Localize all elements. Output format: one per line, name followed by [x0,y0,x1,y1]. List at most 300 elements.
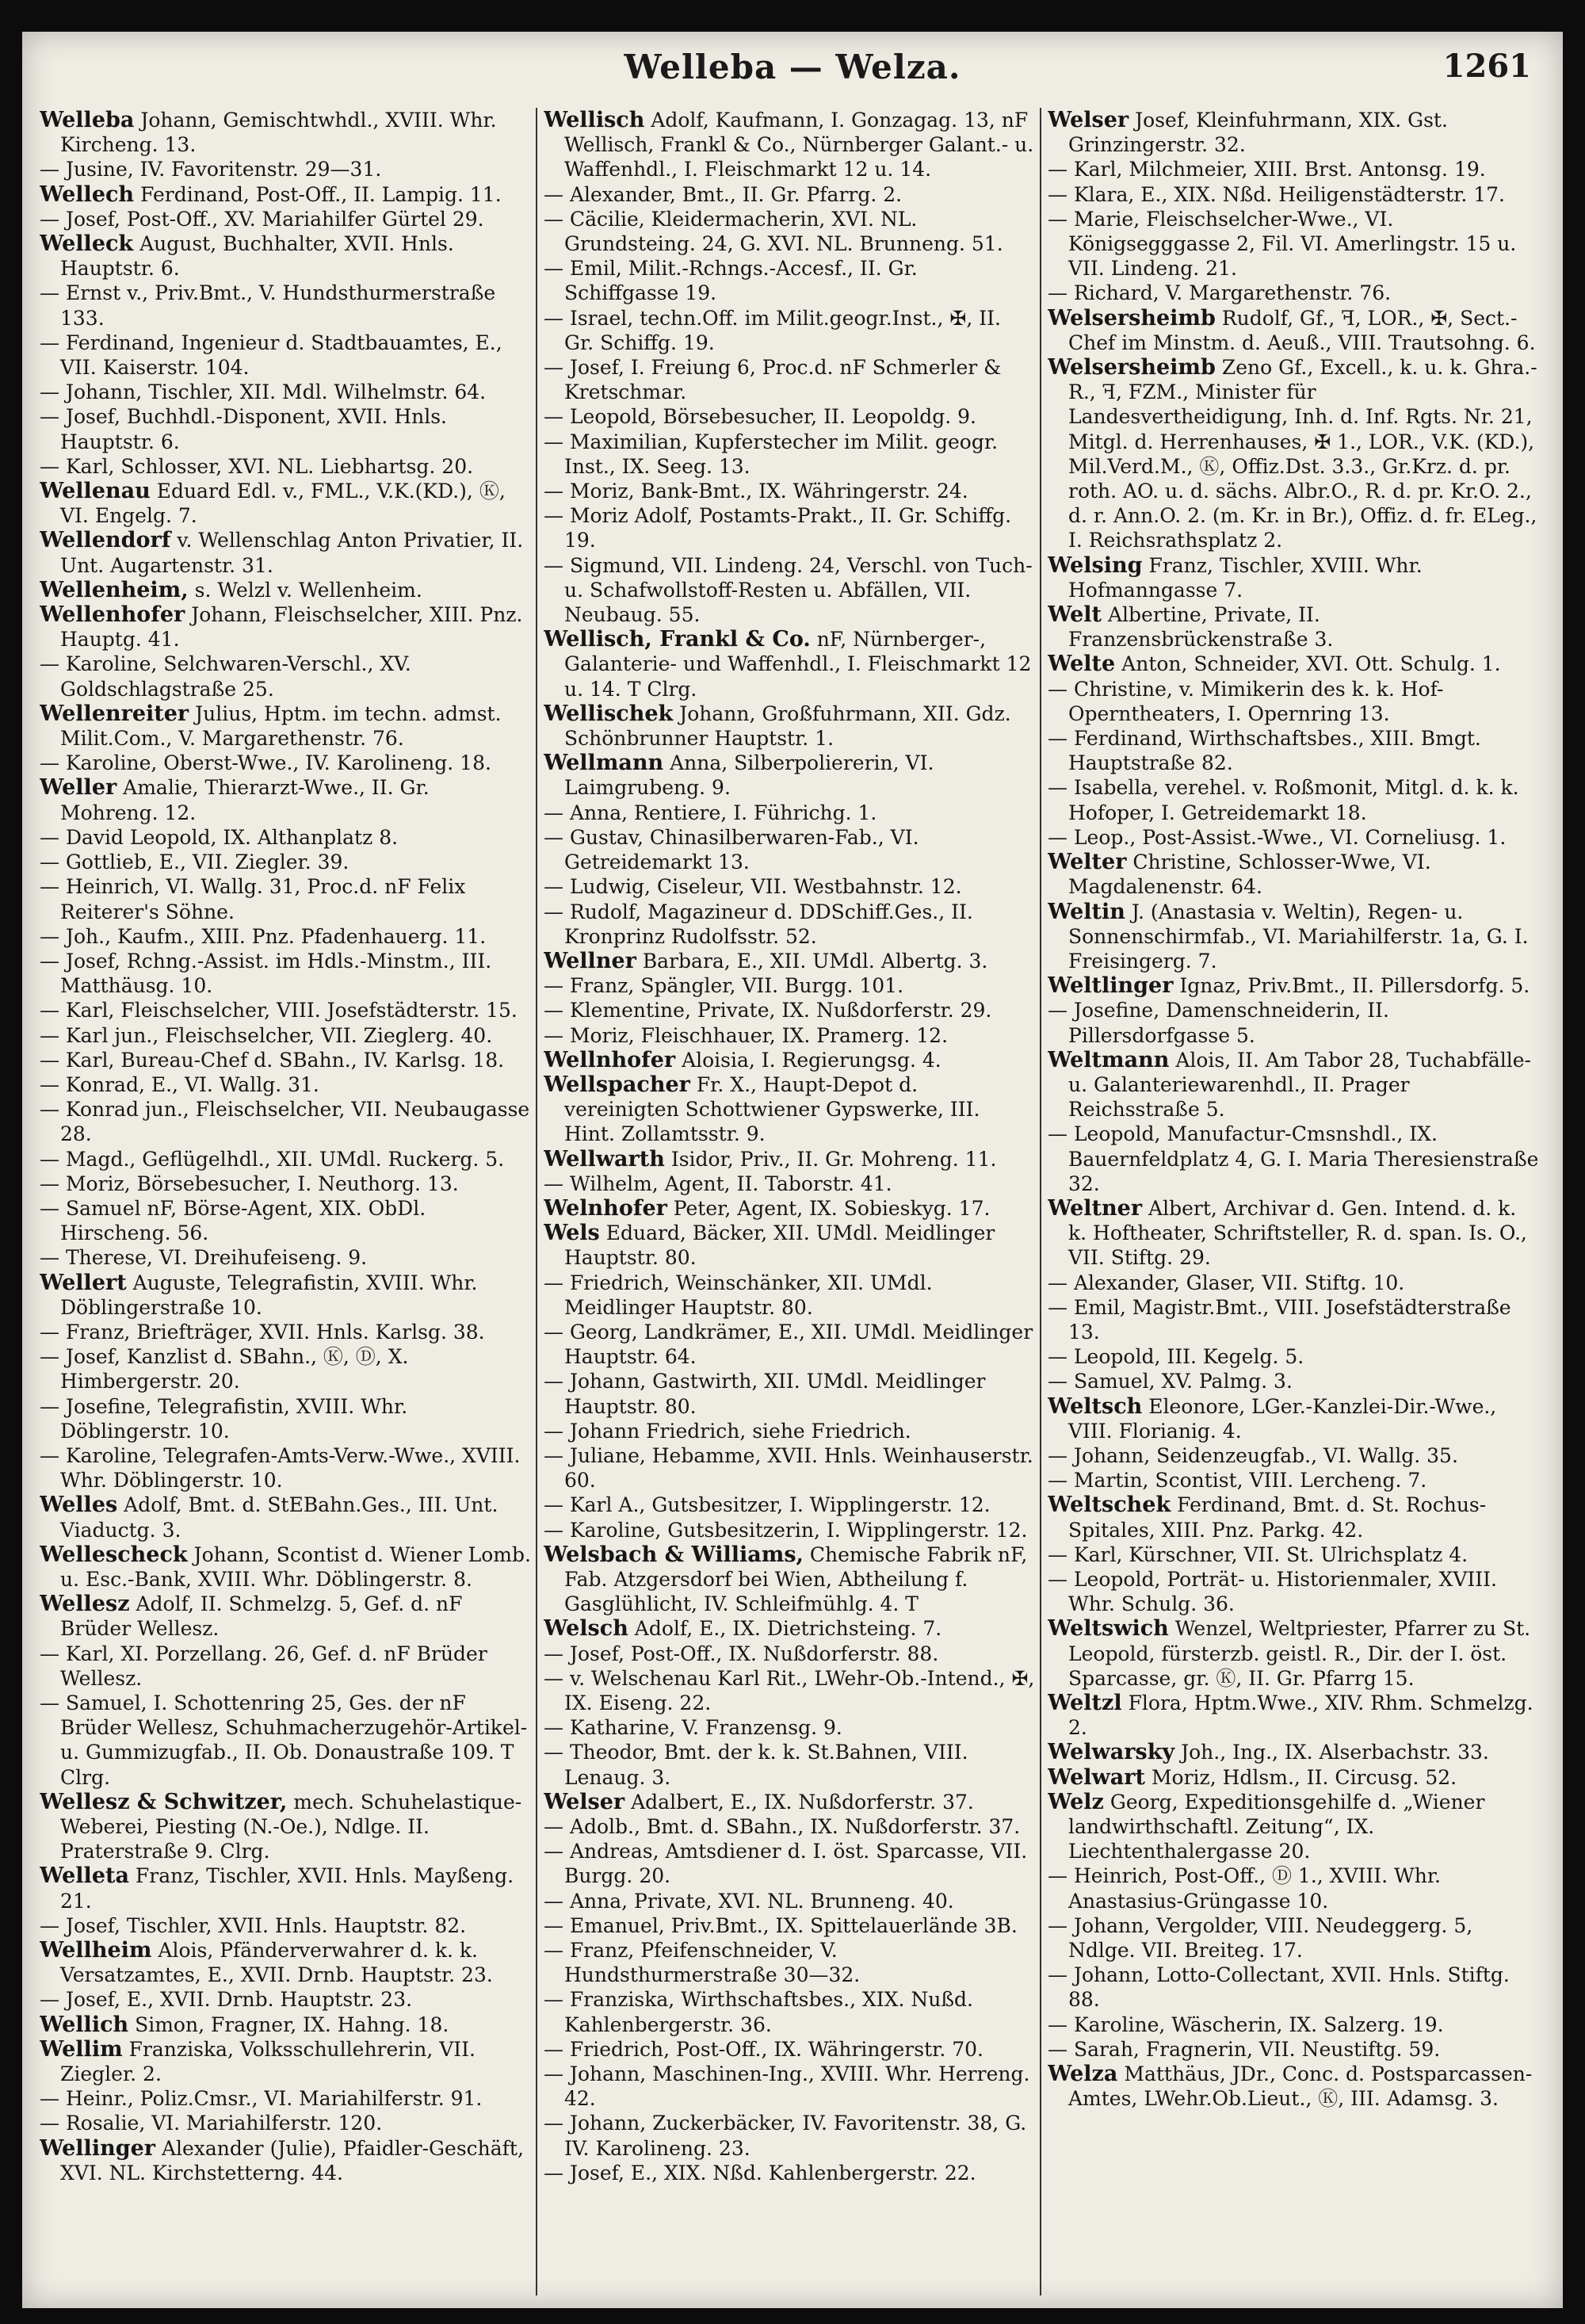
entry-details: Adolf, II. Schmelzg. 5, Gef. d. nF Brüder Wellesz. [60,1592,463,1641]
entry-details: — Franz, Pfeifenschneider, V. Hundsthurmerstraße 30—32. [544,1939,861,1987]
directory-entry [544,1196,1035,1221]
entry-details: — Heinr., Poliz.Cmsr., VI. Mariahilferstr. 91. [40,2087,483,2111]
directory-entry [40,1790,531,1864]
directory-entry [40,1938,531,1987]
entry-details: Peter, Agent, IX. Sobieskyg. 17. [673,1196,991,1220]
directory-entry [544,1443,1035,1493]
entry-details: — Martin, Scontist, VIII. Lercheng. 7. [1048,1469,1427,1493]
directory-entry [40,1642,531,1691]
entry-details: — Andreas, Amtsdiener d. I. öst. Sparcasse, VII. Burgg. 20. [544,1840,1028,1888]
entry-details: — Johann, Maschinen-Ing., XVIII. Whr. Herreng. 42. [544,2062,1030,2111]
entry-details: — Karoline, Selchwaren-Verschl., XV. Goldschlagstraße 25. [40,652,411,701]
entry-details: — Johann, Tischler, XII. Mdl. Wilhelmstr. 64. [40,380,487,404]
directory-entry [40,404,531,453]
entry-surname: Welleta [40,1863,129,1889]
entry-details: — Josef, Buchhdl.-Disponent, XVII. Hnls. Hauptstr. 6. [40,405,448,453]
running-title: Welleba — Welza. [624,48,961,86]
entry-details: — Alexander, Bmt., II. Gr. Pfarrg. 2. [544,182,903,206]
directory-entry [544,801,1035,825]
entry-details: — Friedrich, Post-Off., IX. Währingerstr. 70. [544,2037,983,2061]
entry-details: Auguste, Telegrafistin, XVIII. Whr. Döblingerstraße 10. [60,1271,478,1319]
directory-entry [40,825,531,850]
directory-entry [40,874,531,923]
entry-surname: Welsbach & Williams, [544,1542,804,1567]
entry-details: Adolf, Kaufmann, I. Gonzagag. 13, nF Wellisch, Frankl & Co., Nürnberger Galant.- u. Waffenhdl., I. Fleischmarkt 12 u. 14. [564,109,1034,182]
entry-surname: Wellert [40,1270,127,1295]
directory-entry [40,924,531,949]
directory-entry [40,1691,531,1790]
directory-entry [1048,281,1539,305]
entry-details: — Franz, Spängler, VII. Burgg. 101. [544,974,904,998]
directory-entry [40,1344,531,1393]
directory-entry [1048,2037,1539,2062]
directory-entry [40,1048,531,1072]
entry-details: — Johann, Gastwirth, XII. UMdl. Meidlinger Hauptstr. 80. [544,1370,986,1418]
entry-details: — Josef, I. Freiung 6, Proc.d. nF Schmerler & Kretschmar. [544,356,1002,404]
entry-details: August, Buchhalter, XVII. Hnls. Hauptstr. 6. [60,232,454,281]
entry-surname: Weltsch [1048,1393,1143,1419]
directory-entry [544,430,1035,479]
entry-details: — Johann, Zuckerbäcker, IV. Favoritenstr. 38, G. IV. Karolineng. 23. [544,2112,1027,2160]
entry-details: Isidor, Priv., II. Gr. Mohreng. 11. [670,1147,997,1171]
directory-entry [1048,1567,1539,1616]
entry-details: — Konrad, E., VI. Wallg. 31. [40,1072,319,1096]
entry-surname: Wellisch, Frankl & Co. [544,627,811,652]
directory-entry [40,380,531,404]
entry-surname: Welsch [544,1616,628,1642]
entry-details: — Juliane, Hebamme, XVII. Hnls. Weinhauserstr. 60. [544,1443,1033,1493]
entry-details: Wenzel, Weltpriester, Pfarrer zu St. Leopold, fürsterzb. geistl. R., Dir. der I. öst. Sparcasse, gr. Ⓚ, II. Gr. Pfarrg 15. [1068,1617,1531,1690]
directory-entry [544,1147,1035,1172]
directory-entry [544,973,1035,998]
entry-details: — Karl, Milchmeier, XIII. Brst. Antonsg. 19. [1048,158,1486,182]
entry-details: Alois, Pfänderverwahrer d. k. k. Versatzamtes, E., XVII. Drnb. Hauptstr. 23. [60,1939,493,1987]
directory-entry [544,1666,1035,1715]
directory-entry [544,874,1035,899]
directory-entry [1048,306,1539,355]
directory-page [22,32,1563,2308]
directory-entry [40,182,531,207]
directory-entry [1048,1122,1539,1196]
entry-details: — Heinrich, Post-Off., Ⓓ 1., XVIII. Whr. Anastasius-Grüngasse 10. [1048,1864,1441,1913]
entry-details: Franziska, Volksschullehrerin, VII. Ziegler. 2. [60,2037,476,2086]
directory-entry [544,627,1035,701]
directory-entry [1048,1863,1539,1913]
directory-entry [544,479,1035,503]
directory-entry [544,701,1035,751]
directory-entry [544,1913,1035,1938]
entry-details: — Samuel, XV. Palmg. 3. [1048,1370,1293,1393]
directory-entry [544,207,1035,256]
directory-entry [40,2136,531,2185]
entry-details: — Anna, Rentiere, I. Führichg. 1. [544,801,877,824]
directory-entry [544,1172,1035,1196]
directory-entry [40,528,531,577]
entry-surname: Wellenheim, [40,577,189,602]
directory-entry [1048,825,1539,850]
directory-entry [1048,677,1539,726]
directory-entry [40,998,531,1022]
directory-entry [40,578,531,602]
entry-details: — Magd., Geflügelhdl., XII. UMdl. Ruckerg. 5. [40,1147,505,1171]
entry-details: Joh., Ing., IX. Alserbachstr. 33. [1181,1741,1489,1764]
directory-entry [40,1245,531,1270]
entry-surname: Weltschek [1048,1493,1171,1518]
entry-details: — Emil, Milit.-Rchngs.-Accesf., II. Gr. Schiffgasse 19. [544,257,918,305]
entry-details: Amalie, Thierarzt-Wwe., II. Gr. Mohreng. 12. [60,776,430,824]
directory-entry [1048,1468,1539,1493]
directory-entry [40,479,531,528]
directory-entry [544,1740,1035,1789]
entry-details: — Wilhelm, Agent, II. Taborstr. 41. [544,1172,892,1195]
directory-entry [1048,355,1539,553]
entry-details: — Josefine, Damenschneiderin, II. Pillersdorfgasse 5. [1048,999,1389,1047]
directory-entry [544,900,1035,949]
entry-details: — Leop., Post-Assist.-Wwe., VI. Corneliusg. 1. [1048,825,1507,849]
directory-entry [1048,1344,1539,1369]
directory-entry [544,1889,1035,1913]
directory-entry [1048,602,1539,652]
entry-details: — Karl, XI. Porzellang. 26, Gef. d. nF Brüder Wellesz. [40,1642,487,1690]
entry-surname: Welser [544,1789,625,1814]
directory-entry [1048,1616,1539,1691]
directory-entry [1048,973,1539,998]
directory-entry [40,1493,531,1542]
entry-details: Johann, Großfuhrmann, XII. Gdz. Schönbrunner Hauptstr. 1. [564,701,1011,751]
directory-entry [40,1023,531,1048]
entry-details: — Ludwig, Ciseleur, VII. Westbahnstr. 12. [544,875,962,899]
entry-details: Adalbert, E., IX. Nußdorferstr. 37. [631,1790,974,1814]
entry-details: — David Leopold, IX. Althanplatz 8. [40,825,399,849]
directory-entry [544,1493,1035,1517]
entry-details: — Josef, Tischler, XVII. Hnls. Hauptstr. 82. [40,1913,467,1937]
entry-details: Flora, Hptm.Wwe., XIV. Rhm. Schmelzg. 2. [1068,1691,1533,1740]
directory-entry [40,207,531,231]
entry-surname: Welleba [40,108,135,132]
entry-details: Christine, Schlosser-Wwe, VI. Magdalenenstr. 64. [1068,850,1431,899]
directory-entry [1048,1295,1539,1344]
entry-details: — Samuel nF, Börse-Agent, XIX. ObDl. Hirscheng. 56. [40,1196,426,1245]
directory-entry [544,182,1035,207]
entry-details: Johann, Scontist d. Wiener Lomb. u. Esc.-Bank, XVIII. Whr. Döblingerstr. 8. [60,1542,531,1591]
entry-details: s. Welzl v. Wellenheim. [194,578,422,602]
directory-entry [544,1790,1035,1814]
entry-details: — Sigmund, VII. Lindeng. 24, Verschl. von Tuch- u. Schafwollstoff-Resten u. Abfällen, VII. Neubaug. 55. [544,553,1033,627]
entry-details: Johann, Fleischselcher, XIII. Pnz. Hauptg. 41. [60,603,523,652]
directory-entry [544,1369,1035,1418]
entry-surname: Wellim [40,2036,123,2062]
entry-surname: Weller [40,775,117,801]
directory-entry [544,1616,1035,1641]
entry-surname: Welwart [1048,1764,1145,1790]
entry-details: — Joh., Kaufm., XIII. Pnz. Pfadenhauerg. 11. [40,924,487,948]
directory-entry [40,1147,531,1172]
entry-details: — Karl jun., Fleischselcher, VII. Zieglerg. 40. [40,1023,493,1047]
entry-details: Zeno Gf., Excell., k. u. k. Ghra.-R., ꟻ, FZM., Minister für Landesvertheidigung, Inh. d. Inf. Rgts. Nr. 21, Mitgl. d. Herrenhauses, ✠ 1., LOR., V.K. (KD.), Mil.Verd.M., Ⓚ, Offiz.Dst. 3.3., Gr.Krz. d. pr. roth. AO. u. d. sächs. Albr.O., R. d. pr. Kr.O. 2., d. r. Ann.O. 2. (m. Kr. in Br.), Offiz. d. fr. ELeg., I. Reichsrathsplatz 2. [1068,356,1537,552]
entry-details: Eduard, Bäcker, XII. UMdl. Meidlinger Hauptstr. 80. [564,1221,995,1270]
entry-details: Anton, Schneider, XVI. Ott. Schulg. 1. [1121,652,1501,676]
entry-details: — Moriz, Fleischhauer, IX. Pramerg. 12. [544,1023,949,1047]
directory-entry [40,1394,531,1443]
entry-details: — Leopold, Manufactur-Cmsnshdl., IX. Bauernfeldplatz 4, G. I. Maria Theresienstraße 32. [1048,1122,1539,1195]
entry-details: — Klementine, Private, IX. Nußdorferstr. 29. [544,999,992,1022]
directory-entry [40,1443,531,1493]
directory-entry [40,1271,531,1320]
directory-entry [544,1814,1035,1839]
entry-details: Ignaz, Priv.Bmt., II. Pillersdorfg. 5. [1179,974,1530,998]
entry-surname: Wellesz & Schwitzer, [40,1789,288,1814]
directory-entry [1048,652,1539,676]
column-rule [536,108,537,2295]
entry-details: Albertine, Private, II. Franzensbrückenstraße 3. [1068,603,1334,652]
directory-entry [40,2012,531,2037]
entry-surname: Welsersheimb [1048,355,1216,380]
entry-details: — Johann, Seidenzeugfab., VI. Wallg. 35. [1048,1443,1458,1467]
entry-details: — v. Welschenau Karl Rit., LWehr-Ob.-Intend., ✠, IX. Eiseng. 22. [544,1666,1035,1714]
entry-details: mech. Schuhelastique-Weberei, Piesting (N.-Oe.), Ndlge. II. Praterstraße 9. Clrg. [60,1790,522,1863]
entry-details: — Karl, Kürschner, VII. St. Ulrichsplatz 4. [1048,1542,1469,1566]
entry-details: — Marie, Fleischselcher-Wwe., VI. Königsegggasse 2, Fil. VI. Amerlingstr. 15 u. VII. Lindeng. 21. [1048,207,1517,281]
directory-entry [544,404,1035,429]
entry-details: — Karl A., Gutsbesitzer, I. Wipplingerstr. 12. [544,1493,991,1517]
entry-details: nF, Nürnberger-, Galanterie- und Waffenhdl., I. Fleischmarkt 12 u. 14. T Clrg. [564,628,1032,701]
directory-entry [40,281,531,330]
entry-details: Ferdinand, Bmt. d. St. Rochus-Spitales, XIII. Pnz. Parkg. 42. [1068,1493,1487,1542]
directory-entry [544,553,1035,628]
directory-entry [544,355,1035,404]
entry-details: — Alexander, Glaser, VII. Stiftg. 10. [1048,1271,1405,1294]
directory-entry [544,503,1035,552]
entry-details: — Josef, Post-Off., IX. Nußdorferstr. 88. [544,1642,939,1665]
directory-entry [544,751,1035,800]
entry-details: — Heinrich, VI. Wallg. 31, Proc.d. nF Felix Reiterer's Söhne. [40,875,466,923]
entry-details: — Katharine, V. Franzensg. 9. [544,1716,842,1740]
entry-surname: Wellenreiter [40,701,189,726]
entry-surname: Weltlinger [1048,973,1174,999]
entry-details: Adolf, Bmt. d. StEBahn.Ges., III. Unt. Viaductg. 3. [60,1493,498,1542]
entry-details: Albert, Archivar d. Gen. Intend. d. k. k. Hoftheater, Schriftsteller, R. d. span. Is. O., VII. Stiftg. 29. [1068,1196,1527,1270]
entry-surname: Wellenhofer [40,602,185,628]
entry-details: — Emil, Magistr.Bmt., VIII. Josefstädterstraße 13. [1048,1295,1511,1344]
directory-entry [544,1271,1035,1320]
entry-details: — Karoline, Wäscherin, IX. Salzerg. 19. [1048,2012,1444,2036]
entry-surname: Welser [1048,108,1129,132]
directory-entry [1048,2012,1539,2037]
entry-details: — Josef, Kanzlist d. SBahn., Ⓚ, Ⓓ, X. Himbergerstr. 20. [40,1345,409,1393]
directory-entry [40,652,531,701]
directory-entry [1048,775,1539,824]
entry-details: — Konrad jun., Fleischselcher, VII. Neubaugasse 28. [40,1098,530,1146]
entry-details: — Josef, E., XVII. Drnb. Hauptstr. 23. [40,1988,413,2012]
entry-details: — Franziska, Wirthschaftsbes., XIX. Nußd. Kahlenbergerstr. 36. [544,1988,973,2036]
directory-entry [544,1419,1035,1443]
entry-details: — Adolb., Bmt. d. SBahn., IX. Nußdorferstr. 37. [544,1815,1021,1839]
entry-surname: Wellescheck [40,1542,188,1567]
entry-details: Franz, Tischler, XVIII. Whr. Hofmanngasse 7. [1068,553,1423,602]
entry-details: — Franz, Briefträger, XVII. Hnls. Karlsg. 38. [40,1320,485,1344]
entry-details: — Ferdinand, Wirthschaftsbes., XIII. Bmgt. Hauptstraße 82. [1048,727,1481,775]
directory-entry [40,1987,531,2012]
entry-details: — Christine, v. Mimikerin des k. k. Hof-Operntheaters, I. Opernring 13. [1048,677,1444,725]
directory-entry [40,701,531,751]
directory-entry [1048,1369,1539,1393]
entry-details: — Emanuel, Priv.Bmt., IX. Spittelauerlände 3B. [544,1913,1018,1937]
entry-surname: Welnhofer [544,1195,667,1221]
entry-surname: Wellesz [40,1592,130,1617]
directory-entry [544,1048,1035,1072]
entry-details: Eduard Edl. v., FML., V.K.(KD.), Ⓚ, VI. Engelg. 7. [60,480,506,528]
directory-entry [544,1839,1035,1888]
entry-details: Alois, II. Am Tabor 28, Tuchabfälle- u. Galanteriewarenhdl., II. Prager Reichsstraße 5. [1068,1048,1531,1122]
directory-entry [544,256,1035,305]
entry-surname: Wellnhofer [544,1047,676,1072]
directory-entry [40,2037,531,2086]
entry-details: — Josef, Rchng.-Assist. im Hdls.-Minstm., III. Matthäusg. 10. [40,949,492,998]
directory-entry [40,1863,531,1913]
entry-details: Georg, Expeditionsgehilfe d. „Wiener landwirthschaftl. Zeitung“, IX. Liechtenthalergasse 20. [1068,1790,1485,1863]
entry-details: — Moriz, Börsebesucher, I. Neuthorg. 13. [40,1172,459,1195]
entry-surname: Wellischek [544,701,674,726]
entry-details: Eleonore, LGer.-Kanzlei-Dir.-Wwe., VIII. Florianig. 4. [1068,1394,1497,1443]
entry-details: — Samuel, I. Schottenring 25, Ges. der nF Brüder Wellesz, Schuhmacherzugehör-Artikel- u. Gummizugfab., II. Ob. Donaustraße 109. T Clrg. [40,1691,528,1789]
entry-surname: Welsing [1048,552,1143,578]
entry-surname: Wellisch [544,108,645,132]
entry-details: — Johann, Lotto-Collectant, XVII. Hnls. Stiftg. 88. [1048,1963,1510,2012]
directory-entry [1048,998,1539,1047]
entry-details: — Ernst v., Priv.Bmt., V. Hundsthurmerstraße 133. [40,281,496,330]
directory-entry [1048,1765,1539,1790]
entry-details: Josef, Kleinfuhrmann, XIX. Gst. Grinzingerstr. 32. [1068,109,1448,157]
directory-entry [544,306,1035,355]
entry-details: v. Wellenschlag Anton Privatier, II. Unt. Augartenstr. 31. [60,529,524,577]
entry-details: — Josef, E., XIX. Nßd. Kahlenbergerstr. 22. [544,2161,976,2184]
directory-entry [544,2111,1035,2160]
directory-entry [544,1715,1035,1740]
entry-details: Johann, Gemischtwhdl., XVIII. Whr. Kircheng. 13. [60,109,497,157]
directory-entry [1048,726,1539,775]
directory-entry [40,331,531,380]
directory-entry [40,2086,531,2111]
entry-details: Barbara, E., XII. UMdl. Albertg. 3. [642,949,988,973]
entry-details: — Sarah, Fragnerin, VII. Neustiftg. 59. [1048,2037,1441,2061]
entry-details: — Klara, E., XIX. Nßd. Heiligenstädterstr. 17. [1048,182,1505,206]
entry-details: — Moriz Adolf, Postamts-Prakt., II. Gr. Schiffg. 19. [544,504,1012,552]
entry-surname: Weltswich [1048,1616,1169,1642]
directory-entry [40,949,531,998]
entry-surname: Welter [1048,850,1127,875]
entry-surname: Welza [1048,2062,1118,2087]
directory-entry [544,1542,1035,1617]
directory-column-2 [544,108,1035,2295]
entry-surname: Welt [1048,602,1102,628]
directory-entry [544,2161,1035,2185]
directory-entry [544,1987,1035,2036]
entry-details: — Therese, VI. Dreihufeiseng. 9. [40,1246,368,1270]
entry-details: — Rosalie, VI. Mariahilferstr. 120. [40,2112,383,2135]
directory-entry [40,751,531,775]
entry-details: — Karoline, Telegrafen-Amts-Verw.-Wwe., XVIII. Whr. Döblingerstr. 10. [40,1443,521,1493]
directory-entry [40,108,531,157]
entry-details: — Johann Friedrich, siehe Friedrich. [544,1419,911,1443]
entry-details: Ferdinand, Post-Off., II. Lampig. 11. [140,182,502,206]
directory-entry [1048,1790,1539,1864]
entry-details: — Theodor, Bmt. der k. k. St.Bahnen, VIII. Lenaug. 3. [544,1741,968,1789]
directory-entry [40,1072,531,1097]
entry-details: Alexander (Julie), Pfaidler-Geschäft, XVI. NL. Kirchstetterng. 44. [60,2136,524,2184]
entry-details: — Rudolf, Magazineur d. DDSchiff.Ges., II. Kronprinz Rudolfsstr. 52. [544,900,973,948]
entry-details: — Josef, Post-Off., XV. Mariahilfer Gürtel 29. [40,207,484,231]
entry-details: — Gottlieb, E., VII. Ziegler. 39. [40,850,349,874]
entry-details: — Maximilian, Kupferstecher im Milit. geogr. Inst., IX. Seeg. 13. [544,430,999,478]
directory-entry [1048,1443,1539,1468]
directory-entry [40,2111,531,2135]
directory-entry [544,1072,1035,1147]
directory-entry [1048,1542,1539,1567]
entry-surname: Weltzl [1048,1691,1122,1715]
column-rule [1040,108,1041,2295]
directory-entry [40,1172,531,1196]
entry-details: — Karl, Schlosser, XVI. NL. Liebhartsg. 20. [40,454,474,478]
entry-surname: Wellner [544,948,636,973]
directory-entry [40,1913,531,1938]
entry-surname: Wellinger [40,2135,155,2161]
directory-entry [40,454,531,479]
directory-entry [40,1196,531,1245]
entry-surname: Welz [1048,1789,1104,1814]
entry-surname: Welwarsky [1048,1740,1175,1765]
entry-details: — Richard, V. Margarethenstr. 76. [1048,281,1392,305]
directory-entry [40,850,531,874]
directory-entry [40,1592,531,1641]
directory-entry [1048,1271,1539,1295]
entry-details: Matthäus, JDr., Conc. d. Postsparcassen-Amtes, LWehr.Ob.Lieut., Ⓚ, III. Adamsg. 3. [1068,2062,1533,2111]
directory-entry [544,2037,1035,2062]
entry-details: Adolf, E., IX. Dietrichsteing. 7. [634,1617,942,1641]
directory-entry [40,1097,531,1146]
entry-details: Moriz, Hdlsm., II. Circusg. 52. [1151,1765,1457,1789]
entry-surname: Wellenau [40,479,151,504]
entry-details: Aloisia, I. Regierungsg. 4. [682,1048,941,1072]
directory-entry [1048,1048,1539,1122]
entry-surname: Wels [544,1221,600,1246]
directory-entry [1048,850,1539,899]
entry-details: — Karoline, Gutsbesitzerin, I. Wipplingerstr. 12. [544,1518,1028,1542]
entry-details: — Josefine, Telegrafistin, XVIII. Whr. Döblingerstr. 10. [40,1394,408,1443]
directory-entry [544,2062,1035,2111]
directory-entry [1048,108,1539,157]
entry-surname: Welles [40,1493,118,1518]
entry-details: Chemische Fabrik nF, Fab. Atzgersdorf bei Wien, Abtheilung f. Gasglühlicht, IV. Schleifmühlg. 4. T [564,1542,1028,1616]
entry-details: — Friedrich, Weinschänker, XII. UMdl. Meidlinger Hauptstr. 80. [544,1271,933,1319]
page-number: 1261 [1442,48,1531,85]
entry-details: — Karl, Bureau-Chef d. SBahn., IV. Karlsg. 18. [40,1048,505,1072]
entry-details: — Moriz, Bank-Bmt., IX. Währingerstr. 24. [544,480,968,503]
entry-surname: Welsersheimb [1048,305,1216,331]
directory-entry [544,1221,1035,1270]
directory-entry [1048,1963,1539,2012]
entry-details: — Georg, Landkrämer, E., XII. UMdl. Meidlinger Hauptstr. 64. [544,1320,1033,1369]
entry-details: — Jusine, IV. Favoritenstr. 29—31. [40,158,382,182]
entry-details: — Israel, techn.Off. im Milit.geogr.Inst., ✠, II. Gr. Schiffg. 19. [544,306,1001,354]
entry-details: Rudolf, Gf., ꟻ, LOR., ✠, Sect.-Chef im Minstm. d. Aeuß., VIII. Trautsohng. 6. [1068,306,1536,354]
directory-entry [40,775,531,824]
entry-surname: Wellheim [40,1938,152,1963]
entry-details: — Isabella, verehel. v. Roßmonit, Mitgl. d. k. k. Hofoper, I. Getreidemarkt 18. [1048,776,1519,824]
directory-entry [1048,207,1539,281]
directory-entry [1048,1394,1539,1443]
entry-surname: Weltner [1048,1195,1143,1221]
directory-entry [544,108,1035,182]
